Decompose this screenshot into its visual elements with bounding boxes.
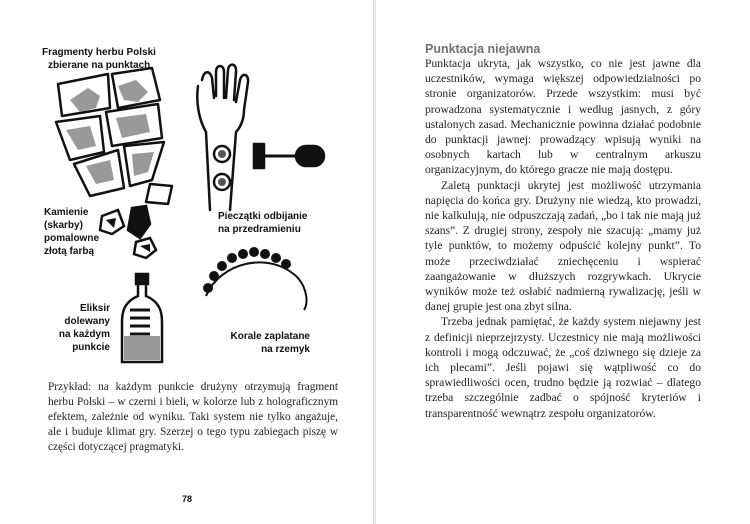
section-heading: Punktacja niejawna [425, 42, 541, 56]
caption-line: pomalowne [44, 233, 100, 244]
page-number: 78 [182, 494, 193, 504]
caption-line: na rzemyk [261, 344, 310, 355]
paragraph: Zaletą punktacji ukrytej jest możliwość utrzymania napięcia do końca gry. Drużyny nie wiedzą, kto prowadzi, nie kalkulują, nie odpuszczają zadań, „bo i tak nie mają już szans”. Z drugiej strony, zespoły nie szacują: „mamy już tyle punktów, to możemy odpuścić kolejny punkt”. To może przeciwdziałać zniechęceniu i wspierać zaangażowanie w dłuższych rozgrywkach. Ukrycie wyników może też osłabić nadmierną rywalizację, jeśli w danej grupie jest ona zbyt silna. [425, 178, 701, 314]
right-body-text [425, 56, 701, 421]
caption-coat-of-arms [42, 46, 156, 72]
caption-stones [44, 206, 99, 258]
paragraph: Trzeba jednak pamiętać, że każdy system niejawny jest z definicji nieprzejrzysty. Uczestnicy nie mają możliwości kontroli i mogą odczuwać, że „coś dziwnego się dzieje za ich plecami”. Jeśli pojawi się wątpliwość co do sprawiedliwości ocen, trudno będzie ją rozwiać – dlatego trzeba szczególnie zadbać o spójność kryteriów i transparentność wewnątrz zespołu organizatorów. [425, 315, 701, 420]
forearm-stamps-illustration [197, 65, 324, 210]
caption-line: Pieczątki odbijanie [218, 211, 308, 222]
paragraph: Punktacja ukryta, jak wszystko, co nie jest jawne dla uczestników, wymaga większej odpowiedzialności po stronie organizatorów. Przede wszystkim: musi być prowadzona systematycznie i według jasnych, z góry ustalonych zasad. Mechanicznie powinna działać podobnie do punktacji jawnej: prowadzący wpisują wyniki na osobnych kartach lub w centralnym arkuszu organizacyjnym, do którego gracze nie mają dostępu. [425, 57, 701, 177]
caption-line: punkcie [72, 342, 110, 353]
beads-illustration [203, 247, 306, 310]
caption-beads [200, 330, 310, 356]
caption-line: (skarby) [44, 220, 83, 231]
caption-stamps [218, 210, 307, 236]
caption-line: zbierane na punktach [48, 60, 151, 71]
caption-line: złotą farbą [44, 246, 95, 257]
caption-line: na każdym [58, 329, 110, 340]
caption-line: Fragmenty herbu Polski [42, 47, 156, 58]
caption-elixir [50, 302, 110, 354]
caption-line: dolewany [64, 316, 110, 327]
elixir-bottle-illustration [122, 274, 162, 362]
caption-line: Kamienie [44, 207, 89, 218]
caption-line: Korale zaplatane [230, 331, 310, 342]
coat-of-arms-fragments-illustration [56, 68, 172, 204]
stones-illustration [100, 206, 156, 258]
left-body-text [48, 380, 338, 455]
paragraph: Przykład: na każdym punkcie drużyny otrzymują fragment herbu Polski – w czerni i bieli, w kolorze lub z holograficznym efektem, zależnie od wyniku. Taki system nie tylko angażuje, ale i buduje klimat gry. Szerzej o tego typu zabiegach piszę w części dotyczącej pragmatyki. [48, 381, 338, 453]
caption-line: na przedramieniu [218, 224, 301, 235]
caption-line: Eliksir [79, 303, 110, 314]
